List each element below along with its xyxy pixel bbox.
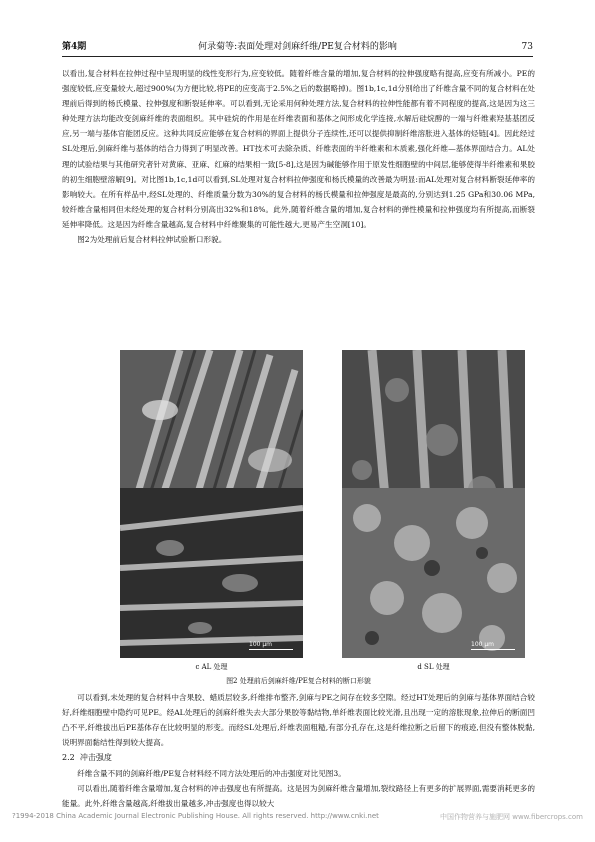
scale-bar: 100 μm bbox=[249, 641, 293, 651]
micrograph-sl bbox=[342, 488, 525, 658]
section-heading bbox=[62, 752, 112, 763]
paragraph: 以看出,复合材料在拉伸过程中呈现明显的线性变形行为,应变较低。随着纤维含量的增加,复合材料的拉伸强度略有提高,应变有所减小。PE的强度较低,应变量较大,超过900%(为方便比较,将PE的应变高于2.5%之后的数据略掉)。图1b,1c,1d分别给出了纤维含量不同的复合材料在处理前后得到的杨氏模量、拉伸强度和断裂延伸率。可以看到,无论采用何种处理方法,复合材料的拉伸性能都有着不同程度的提高,这是因为这三种处理方法均能改变剑麻纤维的表面组织。其中硅烷的作用是在纤维表面和基体之间形成化学连接,水解后硅烷醇的一端与纤维素羟基基团反应,另一端与基体官能团反应。这种共同反应能够在复合材料的界面上提供分子连续性,还可以提供抑制纤维溶胀进入基体的烃链[4]。因此经过SL处理后,剑麻纤维与基体的结合力得到了明显改善。HT技术可去除杂质、纤维表面的半纤维素和木质素,强化纤维—基体界面结合力。AL处理的试验结果与其他研究者针对黄麻、亚麻、红麻的结果相一致[5-8],这是因为碱能够作用于原发性细胞壁的中间层,能够使得半纤维素和果胶的初生细胞壁溶解[9]。对比图1b,1c,1d可以看到,SL处理对复合材料拉伸强度和杨氏模量的改善最为明显:而AL处理对复合材料断裂延伸率的影响较大。在所有样品中,经SL处理的、纤维质量分数为30%的复合材料的杨氏模量和拉伸强度是最高的,分别达到1.25 GPa和30.06 MPa,较纤维含量相同但未经处理的复合材料分别高出32%和18%。此外,随着纤维含量的增加,复合材料的弹性模量和拉伸强度均有所提高,而断裂延伸率降低。这是因为纤维含量越高,复合材料中纤维聚集的可能性越大,更易产生空洞[10]。 bbox=[62, 69, 535, 229]
micrograph-al bbox=[120, 488, 303, 658]
paragraph: 图2为处理前后复合材料拉伸试验断口形貌。 bbox=[77, 235, 227, 245]
running-title: 何录菊等:表面处理对剑麻纤维/PE复合材料的影响 bbox=[198, 42, 397, 52]
watermark-text: 中国作物营养与施肥网 www.fibercrops.com bbox=[440, 813, 583, 821]
issue-number: 第4期 bbox=[62, 42, 87, 52]
figure-caption: 图2 处理前后剑麻纤维/PE复合材料的断口形貌 bbox=[226, 677, 371, 685]
body-text-section bbox=[62, 766, 535, 811]
section-number: 2.2 bbox=[62, 753, 75, 762]
body-text-top bbox=[62, 66, 535, 247]
panel-caption-c: c AL 处理 bbox=[195, 663, 228, 671]
paragraph: 纤维含量不同的剑麻纤维/PE复合材料经不同方法处理后的冲击强度对比见图3。 bbox=[77, 769, 346, 778]
body-text-bottom bbox=[62, 690, 535, 750]
running-header bbox=[62, 40, 533, 57]
scale-bar: 100 μm bbox=[471, 641, 515, 651]
paragraph: 可以看到,未处理的复合材料中含果胶、蜡质层较多,纤维排布整齐,剑麻与PE之间存在较多空隙。经过HT处理后的剑麻与基体界面结合较好,纤维细胞壁中隐约可见PE。经AL处理后的剑麻纤维失去大部分果胶等黏结物,单纤维表面比较光滑,且出现一定的溶胀现象,拉伸后的断面凹凸不平,纤维拔出后PE基体存在比较明显的形变。而经SL处理后,纤维表面粗糙,有部分孔存在,这是纤维拉断之后留下的痕迹,但没有整体脱黏,说明界面黏结性得到较大提高。 bbox=[62, 693, 535, 748]
page-number: 73 bbox=[521, 42, 533, 52]
panel-caption-d: d SL 处理 bbox=[417, 663, 450, 671]
section-title: 冲击强度 bbox=[79, 753, 112, 762]
copyright-notice: ?1994-2018 China Academic Journal Electronic Publishing House. All rights reserved. http://www.cnki.net bbox=[12, 812, 379, 820]
paragraph: 可以看出,随着纤维含量增加,复合材料的冲击强度也有所提高。这是因为剑麻纤维含量增加,裂纹路径上有更多的扩展界面,需要消耗更多的能量。此外,纤维含量越高,纤维拔出量越多,冲击强度也得以较大 bbox=[62, 784, 535, 809]
